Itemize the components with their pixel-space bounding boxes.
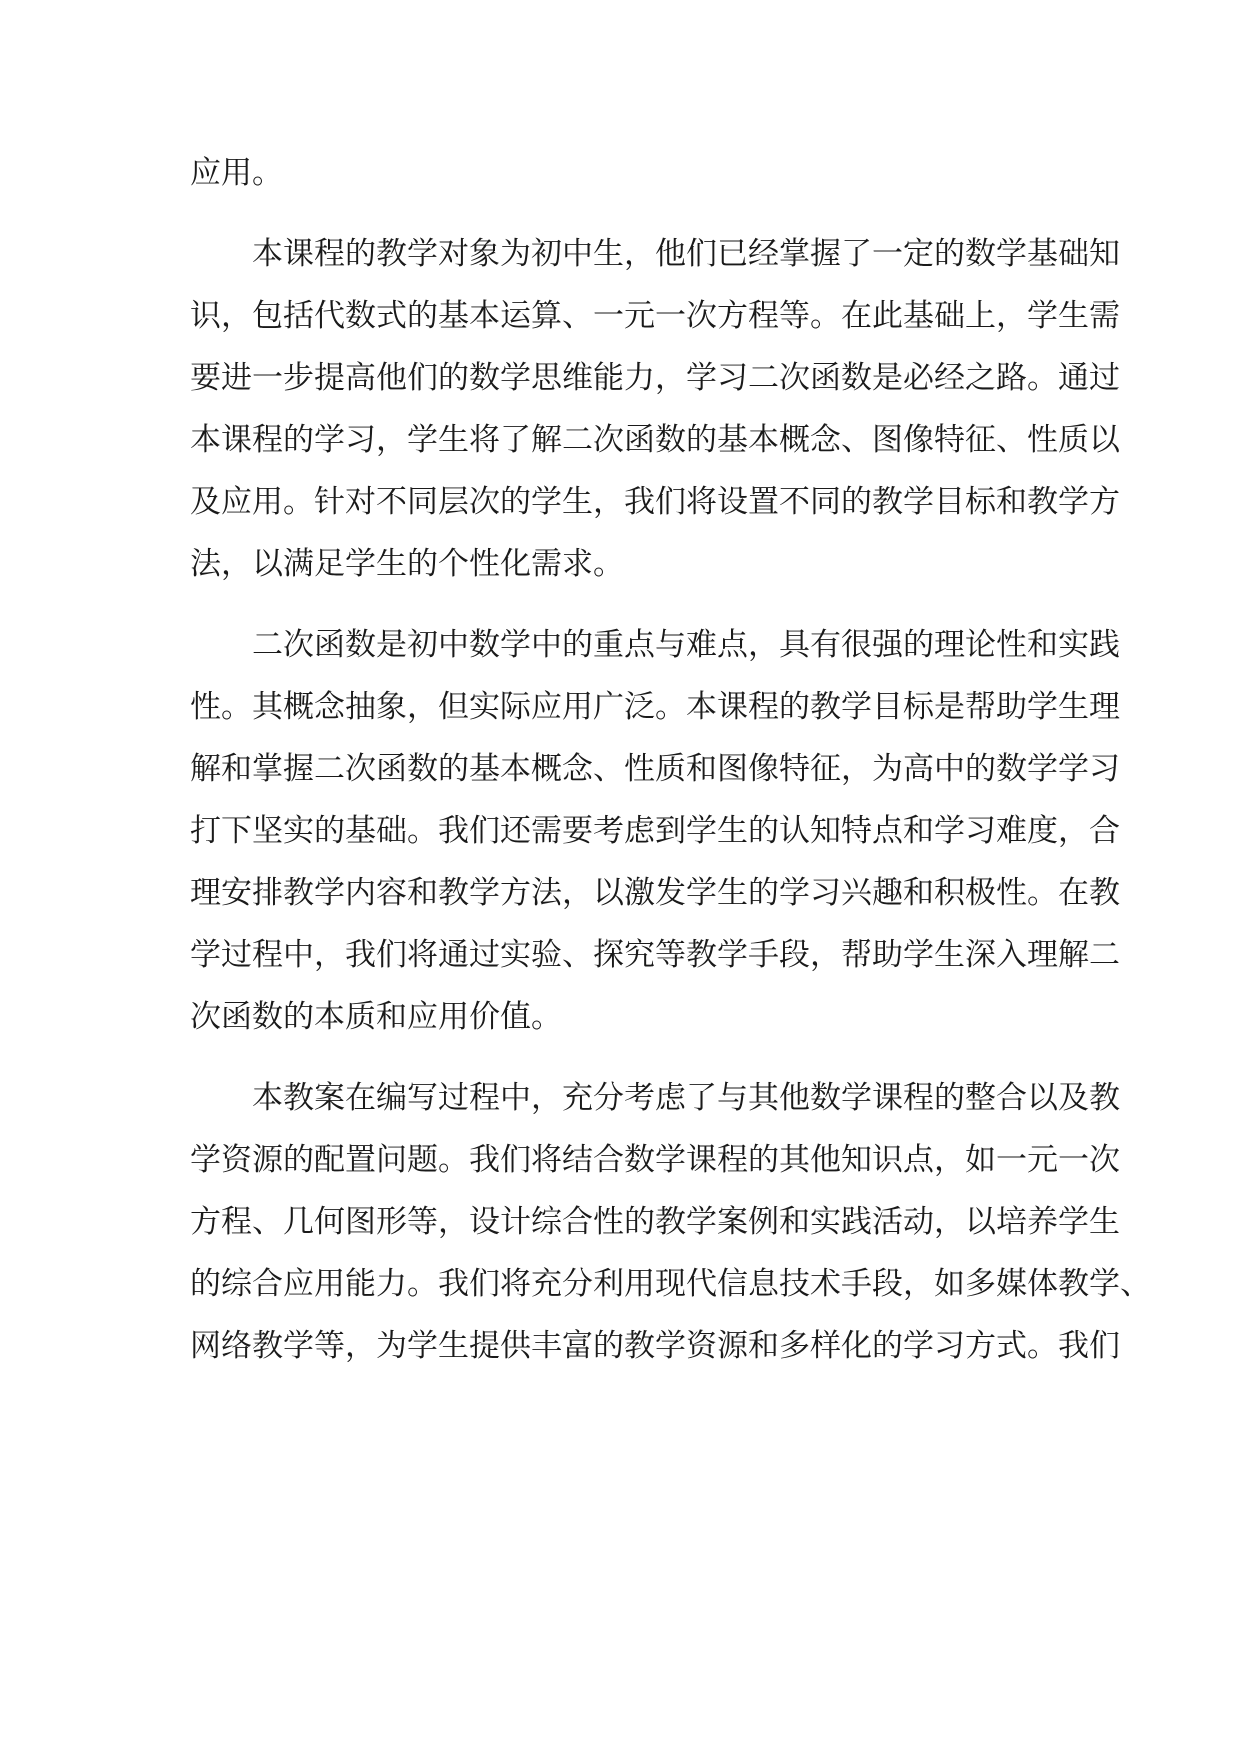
text-line: 二次函数是初中数学中的重点与难点，具有很强的理论性和实践	[252, 627, 1120, 663]
body-text	[190, 142, 1151, 1377]
text-line: 方程、几何图形等，设计综合性的教学案例和实践活动，以培养学生	[190, 1204, 1120, 1240]
text-line: 学资源的配置问题。我们将结合数学课程的其他知识点，如一元一次	[190, 1142, 1120, 1178]
paragraph-resource-integration	[190, 1067, 1151, 1377]
text-line: 法，以满足学生的个性化需求。	[190, 546, 624, 582]
text-line: 识，包括代数式的基本运算、一元一次方程等。在此基础上，学生需	[190, 298, 1120, 334]
text-line: 打下坚实的基础。我们还需要考虑到学生的认知特点和学习难度，合	[190, 813, 1120, 849]
text-line: 性。其概念抽象，但实际应用广泛。本课程的教学目标是帮助学生理	[190, 689, 1120, 725]
text-line: 要进一步提高他们的数学思维能力，学习二次函数是必经之路。通过	[190, 360, 1120, 396]
text-line: 解和掌握二次函数的基本概念、性质和图像特征，为高中的数学学习	[190, 751, 1120, 787]
text-line: 及应用。针对不同层次的学生，我们将设置不同的教学目标和教学方	[190, 484, 1120, 520]
text-line: 本课程的教学对象为初中生，他们已经掌握了一定的数学基础知	[252, 236, 1120, 272]
text-line: 的综合应用能力。我们将充分利用现代信息技术手段，如多媒体教学、	[190, 1266, 1151, 1302]
text-line: 本教案在编写过程中，充分考虑了与其他数学课程的整合以及教	[252, 1080, 1120, 1116]
text-line: 次函数的本质和应用价值。	[190, 999, 562, 1035]
text-line: 网络教学等，为学生提供丰富的教学资源和多样化的学习方式。我们	[190, 1328, 1120, 1364]
paragraph-teaching-target	[190, 223, 1120, 595]
paragraph-continuation	[190, 142, 1058, 204]
paragraph-teaching-goal	[190, 614, 1120, 1048]
text-line: 本课程的学习，学生将了解二次函数的基本概念、图像特征、性质以	[190, 422, 1120, 458]
text-line: 理安排教学内容和教学方法，以激发学生的学习兴趣和积极性。在教	[190, 875, 1120, 911]
text-line: 学过程中，我们将通过实验、探究等教学手段，帮助学生深入理解二	[190, 937, 1120, 973]
text-line: 应用。	[190, 155, 283, 191]
